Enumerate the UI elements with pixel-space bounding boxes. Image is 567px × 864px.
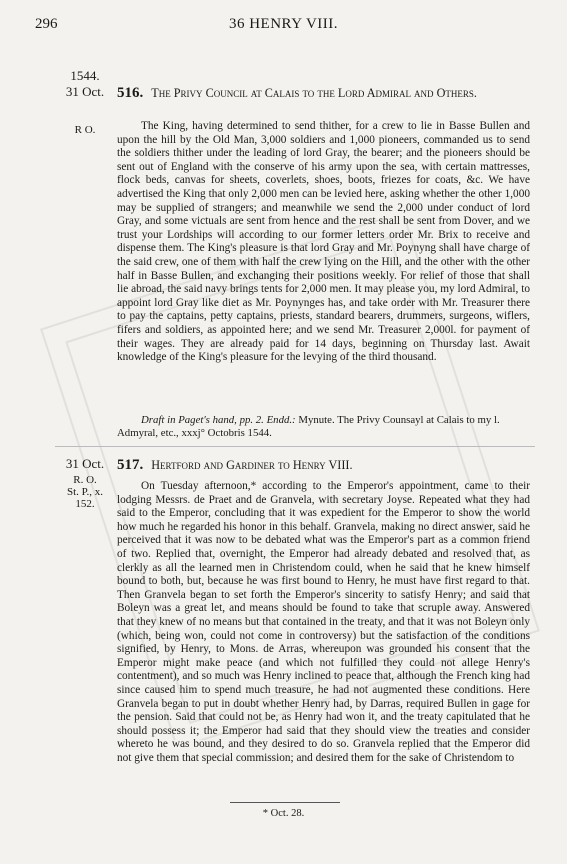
entry-516-year: 1544. [70, 68, 100, 83]
entry-517-heading [117, 458, 530, 472]
entry-divider [55, 446, 535, 447]
entry-517-source: R. O. [73, 474, 97, 486]
entry-516-heading [117, 86, 530, 100]
footnote: * Oct. 28. [262, 808, 305, 819]
entry-517-source-secondary: St. P., x. 152. [66, 486, 104, 510]
entry-517-number: 517. [117, 457, 144, 473]
page-number: 296 [35, 16, 58, 32]
entry-517-title: Hertford and Gardiner to Henry VIII. [151, 458, 353, 472]
entry-517-date: 31 Oct. [65, 456, 105, 471]
entry-516-date: 31 Oct. [65, 84, 105, 99]
entry-516-title: The Privy Council at Calais to the Lord Admiral and Others. [151, 86, 477, 100]
entry-517-body: On Tuesday afternoon,* according to the Emperor's appointment, came to their lodging Messrs. de Praet and de Granvela, with secretary Joyse. Repeated what they had said to the Emperor, concluding that it was expedient for the Emperor to show the world how much he regarded his honor in this behalf. Granvela, making no direct answer, said he perceived that it was now to be debated what was the Emperor's part as a common friend of two. Replied that, overnight, the Emperor had already debated and resolved that, as clerkly as all the learned men in Christendom could, when he said that he knew himself bound to both, but, because he was first bound to Henry, he must have first regard to that. Then Granvela began to set forth the Emperor's sincerity to satisfy Henry; and said that Boleyn was a great let, and means should be found to take that scruple away. Answered that they knew of no means but that contained in the treaty, and that it was not Boleyn only (which, being won, could not come in controversy) but the satisfaction of the conditions signified, by Henry, to Mons. de Arras, whereupon was grounded his consent that the Emperor might make peace (and which not fulfilled they could not allege Henry's contentment), and so much was Henry inclined to peace that, although the French king had since caused him to spend much treasure, he had not augmented these conditions. Here Granvela began to put in doubt whether Henry had, by Darras, required Bullen in gage for the pension. Said that could not be, as Henry had won it, and the treaty capitulated that he should possess it; the Emperor had said that they should view the treaties and consider whereto he was bound, and they desired to do so. Granvela replied that the Emperor did not give them that special commission; and desired them for the sake of Christendom to [117, 480, 530, 764]
entry-516-note-rest: Mynute. The Privy Counsayl at Calais to my l. Admyral, etc., xxxj° Octobris 1544. [117, 414, 500, 439]
entry-516-source: R O. [74, 124, 96, 136]
running-title: 36 HENRY VIII. [228, 16, 339, 32]
entry-516-body: The King, having determined to send thither, for a crew to lie in Basse Bullen and upon the hill by the Old Man, 3,000 soldiers and 1,000 pioneers, commanded us to send the soldiers thither under the leading of lord Gray, the bearer; and the pioneers should be sent out of England with the conserve of his army upon the sea, with certain mattresses, flock beds, canvas for sheets, coverlets, shoes, boots, friezes for coats, &c. We have advertised the King that only 2,000 men can be levied here, asking whether the other 1,000 may be supplied of strangers; and meanwhile we send the 2,000 under conduct of lord Gray, and some victuals are sent from hence and the rest shall be sent from Dover, and we trust your Lordships will according to our former letters order Mr. Brix to receive and dispense them. The King's pleasure is that lord Gray and Mr. Poynyng shall have charge of the said crew, one of them with half the crew lying on the Hill, and the other with the other half in Basse Bullen, and exchanging their positions weekly. For relief of those that shall lie abroad, the said navy brings tents for 2,000 men. It may please you, my lord Admiral, to appoint lord Gray like diet as Mr. Poynynges has, and take order with Mr. Treasurer there to pay the captains, petty captains, priests, standard bearers, drummers, surgeons, wiflers, fifers and soldiers, as appointed here; and we send Mr. Treasurer 2,000l. for payment of their wages. They are already paid for 14 days, beginning on Thursday last. Await knowledge of the King's pleasure for the levying of the third thousand. [117, 120, 530, 364]
entry-516-note [117, 414, 530, 440]
entry-516-number: 516. [117, 85, 144, 101]
entry-516-note-italic: Draft in Paget's hand, pp. 2. Endd.: [141, 414, 296, 426]
footnote-rule [230, 802, 340, 803]
